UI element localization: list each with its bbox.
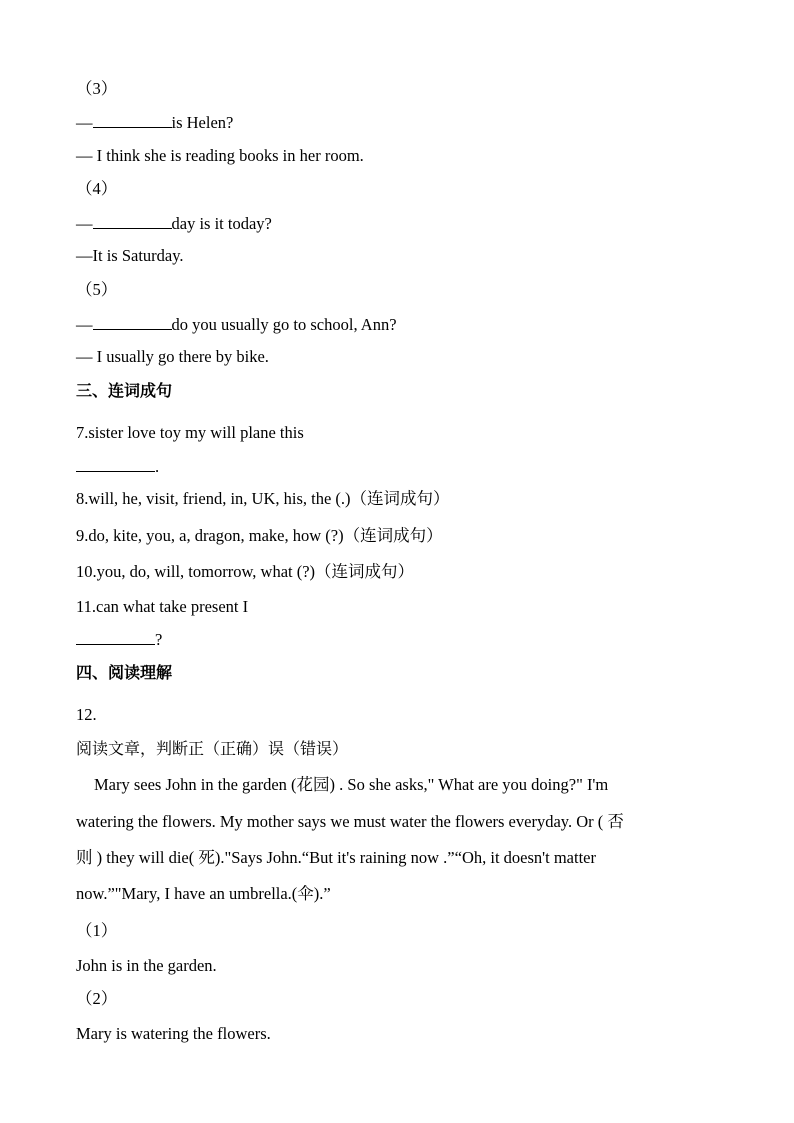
statement-1-label: （1） [76,921,118,940]
q9-words: 9.do, kite, you, a, dragon, make, how (?)（连词成句） [76,526,443,545]
dash: — [76,214,93,233]
dash: — [76,315,93,334]
q3-question [76,113,233,133]
q5-suffix: do you usually go to school, Ann? [171,315,397,334]
passage-line-1: Mary sees John in the garden (花园) . So she asks," What are you doing?" I'm [94,775,609,794]
q4-suffix: day is it today? [171,214,272,233]
answer-blank [76,457,155,472]
q7-answer-line [76,457,159,477]
statement-2: Mary is watering the flowers. [76,1024,271,1043]
q4-question [76,214,272,234]
q3-label: （3） [76,79,118,98]
q4-label: （4） [76,179,118,198]
passage-line-2: watering the flowers. My mother says we must water the flowers everyday. Or ( 否 [76,812,624,831]
answer-blank [93,315,172,330]
q12-number: 12. [76,705,97,724]
q5-label: （5） [76,280,118,299]
q11-words: 11.can what take present I [76,597,249,616]
passage-line-4: now.”"Mary, I have an umbrella.(伞).” [76,884,331,903]
q8-words: 8.will, he, visit, friend, in, UK, his, the (.)（连词成句） [76,489,450,508]
q5-answer: — I usually go there by bike. [76,347,269,366]
q11-answer-line [76,630,162,650]
answer-blank [93,214,172,229]
dash: — [76,113,93,132]
answer-blank [76,630,155,645]
q4-answer: —It is Saturday. [76,246,184,265]
q7-period: . [155,457,160,476]
q11-question-mark: ? [155,630,163,649]
q10-words: 10.you, do, will, tomorrow, what (?)（连词成句） [76,562,415,581]
q5-question [76,315,397,335]
reading-instruction: 阅读文章，判断正（正确）误（错误） [76,739,349,758]
q3-suffix: is Helen? [171,113,234,132]
q3-answer: — I think she is reading books in her room. [76,146,364,165]
statement-2-label: （2） [76,989,118,1008]
answer-blank [93,113,172,128]
statement-1: John is in the garden. [76,956,217,975]
section3-heading: 三、连词成句 [76,381,173,400]
passage-line-3: 则 ) they will die( 死)."Says John.“But it's raining now .”“Oh, it doesn't matter [76,848,596,867]
section4-heading: 四、阅读理解 [76,663,173,682]
q7-words: 7.sister love toy my will plane this [76,423,304,442]
